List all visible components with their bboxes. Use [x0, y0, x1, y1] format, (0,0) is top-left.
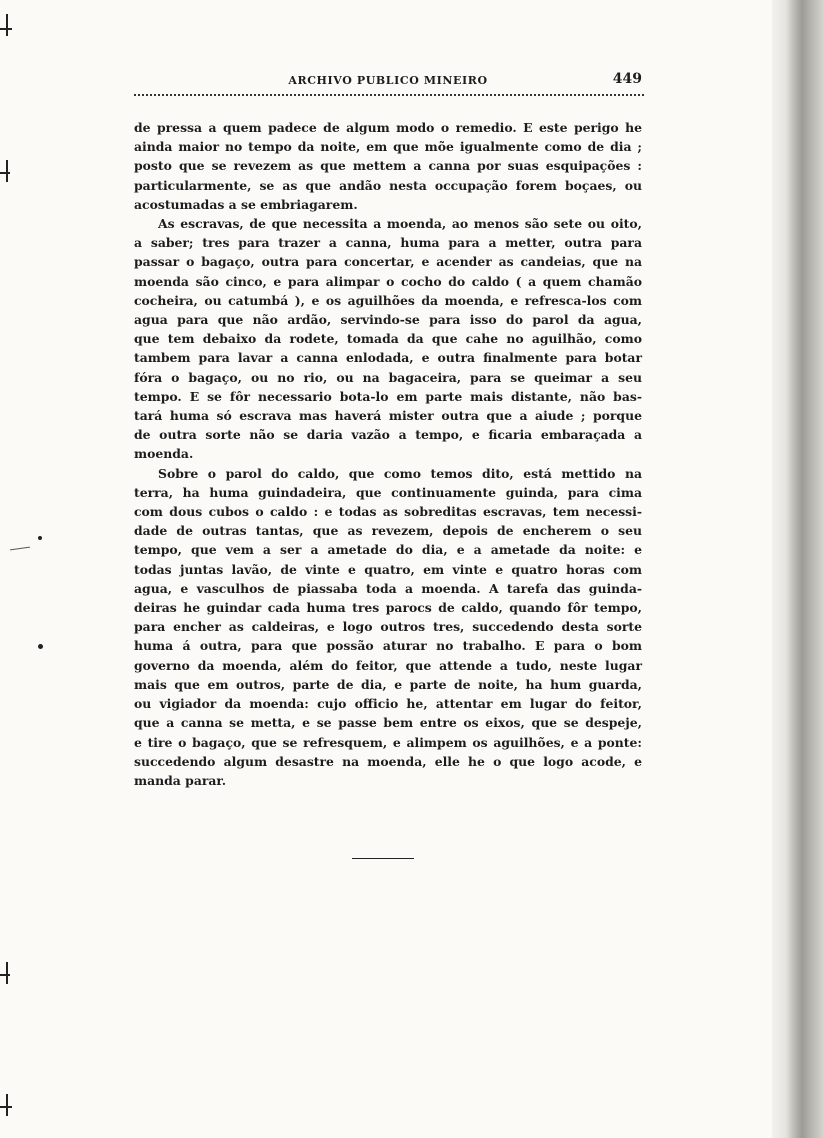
text-line: a saber; tres para trazer a canna, huma para a metter, outra para	[134, 235, 642, 251]
text-line: ainda maior no tempo da noite, em que mõe igualmente como de dia ;	[134, 139, 642, 155]
text-line: para encher as caldeiras, e logo outros tres, succedendo desta sorte	[134, 619, 642, 635]
margin-binding-mark	[6, 14, 8, 36]
text-line: agua para que não ardão, servindo-se para isso do parol da agua,	[134, 312, 642, 328]
text-line: mais que em outros, parte de dia, e parte de noite, ha hum guarda,	[134, 676, 642, 692]
text-line: As escravas, de que necessita a moenda, ao menos são sete ou oito,	[158, 216, 642, 232]
margin-binding-mark	[0, 28, 12, 30]
text-line: que a canna se metta, e se passe bem entre os eixos, que se despeje,	[134, 715, 642, 731]
text-line: governo da moenda, além do feitor, que attende a tudo, neste lugar	[134, 657, 642, 673]
text-line: particularmente, se as que andão nesta occupação forem boçaes, ou	[134, 177, 642, 193]
margin-binding-mark	[0, 172, 10, 174]
margin-ink-spot	[38, 536, 42, 540]
header-rule	[134, 94, 644, 96]
running-title: ARCHIVO PUBLICO MINEIRO	[288, 74, 488, 87]
text-line: tempo. E se fôr necessario bota-lo em parte mais distante, não bas-	[134, 388, 642, 404]
text-line: com dous cubos o caldo : e todas as sobreditas escravas, tem necessi-	[134, 504, 642, 520]
margin-pencil-stroke	[10, 547, 30, 551]
text-line: todas juntas lavão, de vinte e quatro, em vinte e quatro horas com	[134, 561, 642, 577]
paragraph-1	[134, 118, 642, 214]
text-line: terra, ha huma guindadeira, que continuamente guinda, para cima	[134, 484, 642, 500]
text-line: de pressa a quem padece de algum modo o remedio. E este perigo he	[134, 120, 642, 135]
margin-binding-mark	[0, 1106, 12, 1108]
body-text	[134, 118, 642, 790]
section-end-rule	[352, 858, 414, 859]
text-line: e tire o bagaço, que se refresquem, e alimpem os aguilhões, e a ponte:	[134, 734, 642, 750]
text-line: acostumadas a se embriagarem.	[134, 196, 358, 212]
text-line: ou vigiador da moenda: cujo officio he, attentar em lugar do feitor,	[134, 696, 642, 712]
paragraph-3	[134, 464, 642, 790]
page-number: 449	[612, 71, 642, 87]
text-line: succedendo algum desastre na moenda, elle he o que logo acode, e	[134, 753, 642, 769]
text-line: tará huma só escrava mas haverá mister outra que a aiude ; porque	[134, 408, 642, 424]
margin-binding-mark	[6, 160, 8, 182]
scanned-page-edge-shadow	[772, 0, 824, 1138]
text-line: huma á outra, para que possão aturar no trabalho. E para o bom	[134, 638, 642, 654]
text-line: agua, e vasculhos de piassaba toda a moenda. A tarefa das guinda-	[134, 580, 642, 596]
text-line: fóra o bagaço, ou no rio, ou na bagaceira, para se queimar a seu	[134, 369, 642, 385]
text-line: tambem para lavar a canna enlodada, e outra finalmente para botar	[134, 350, 642, 366]
text-line: Sobre o parol do caldo, que como temos dito, está mettido na	[158, 465, 642, 481]
paragraph-2	[134, 214, 642, 464]
margin-ink-spot	[38, 644, 43, 649]
text-line: moenda.	[134, 446, 194, 462]
text-line: moenda são cinco, e para alimpar o cocho do caldo ( a quem chamão	[134, 273, 642, 289]
text-line: que tem debaixo da rodete, tomada da que cahe no aguilhão, como	[134, 331, 642, 347]
running-header	[134, 72, 642, 90]
text-line: passar o bagaço, outra para concertar, e acender as candeias, que na	[134, 254, 642, 270]
margin-binding-mark	[6, 1094, 8, 1116]
margin-binding-mark	[6, 962, 8, 984]
text-line: de outra sorte não se daria vazão a tempo, e ficaria embaraçada a	[134, 427, 642, 443]
margin-binding-mark	[0, 974, 10, 976]
text-line: manda parar.	[134, 772, 227, 788]
text-line: cocheira, ou catumbá ), e os aguilhões da moenda, e refresca-los com	[134, 292, 642, 308]
text-line: posto que se revezem as que mettem a canna por suas esquipações :	[134, 158, 642, 174]
text-line: tempo, que vem a ser a ametade do dia, e a ametade da noite: e	[134, 542, 642, 558]
text-line: deiras he guindar cada huma tres parocs de caldo, quando fôr tempo,	[134, 600, 642, 616]
text-line: dade de outras tantas, que as revezem, depois de encherem o seu	[134, 523, 642, 539]
